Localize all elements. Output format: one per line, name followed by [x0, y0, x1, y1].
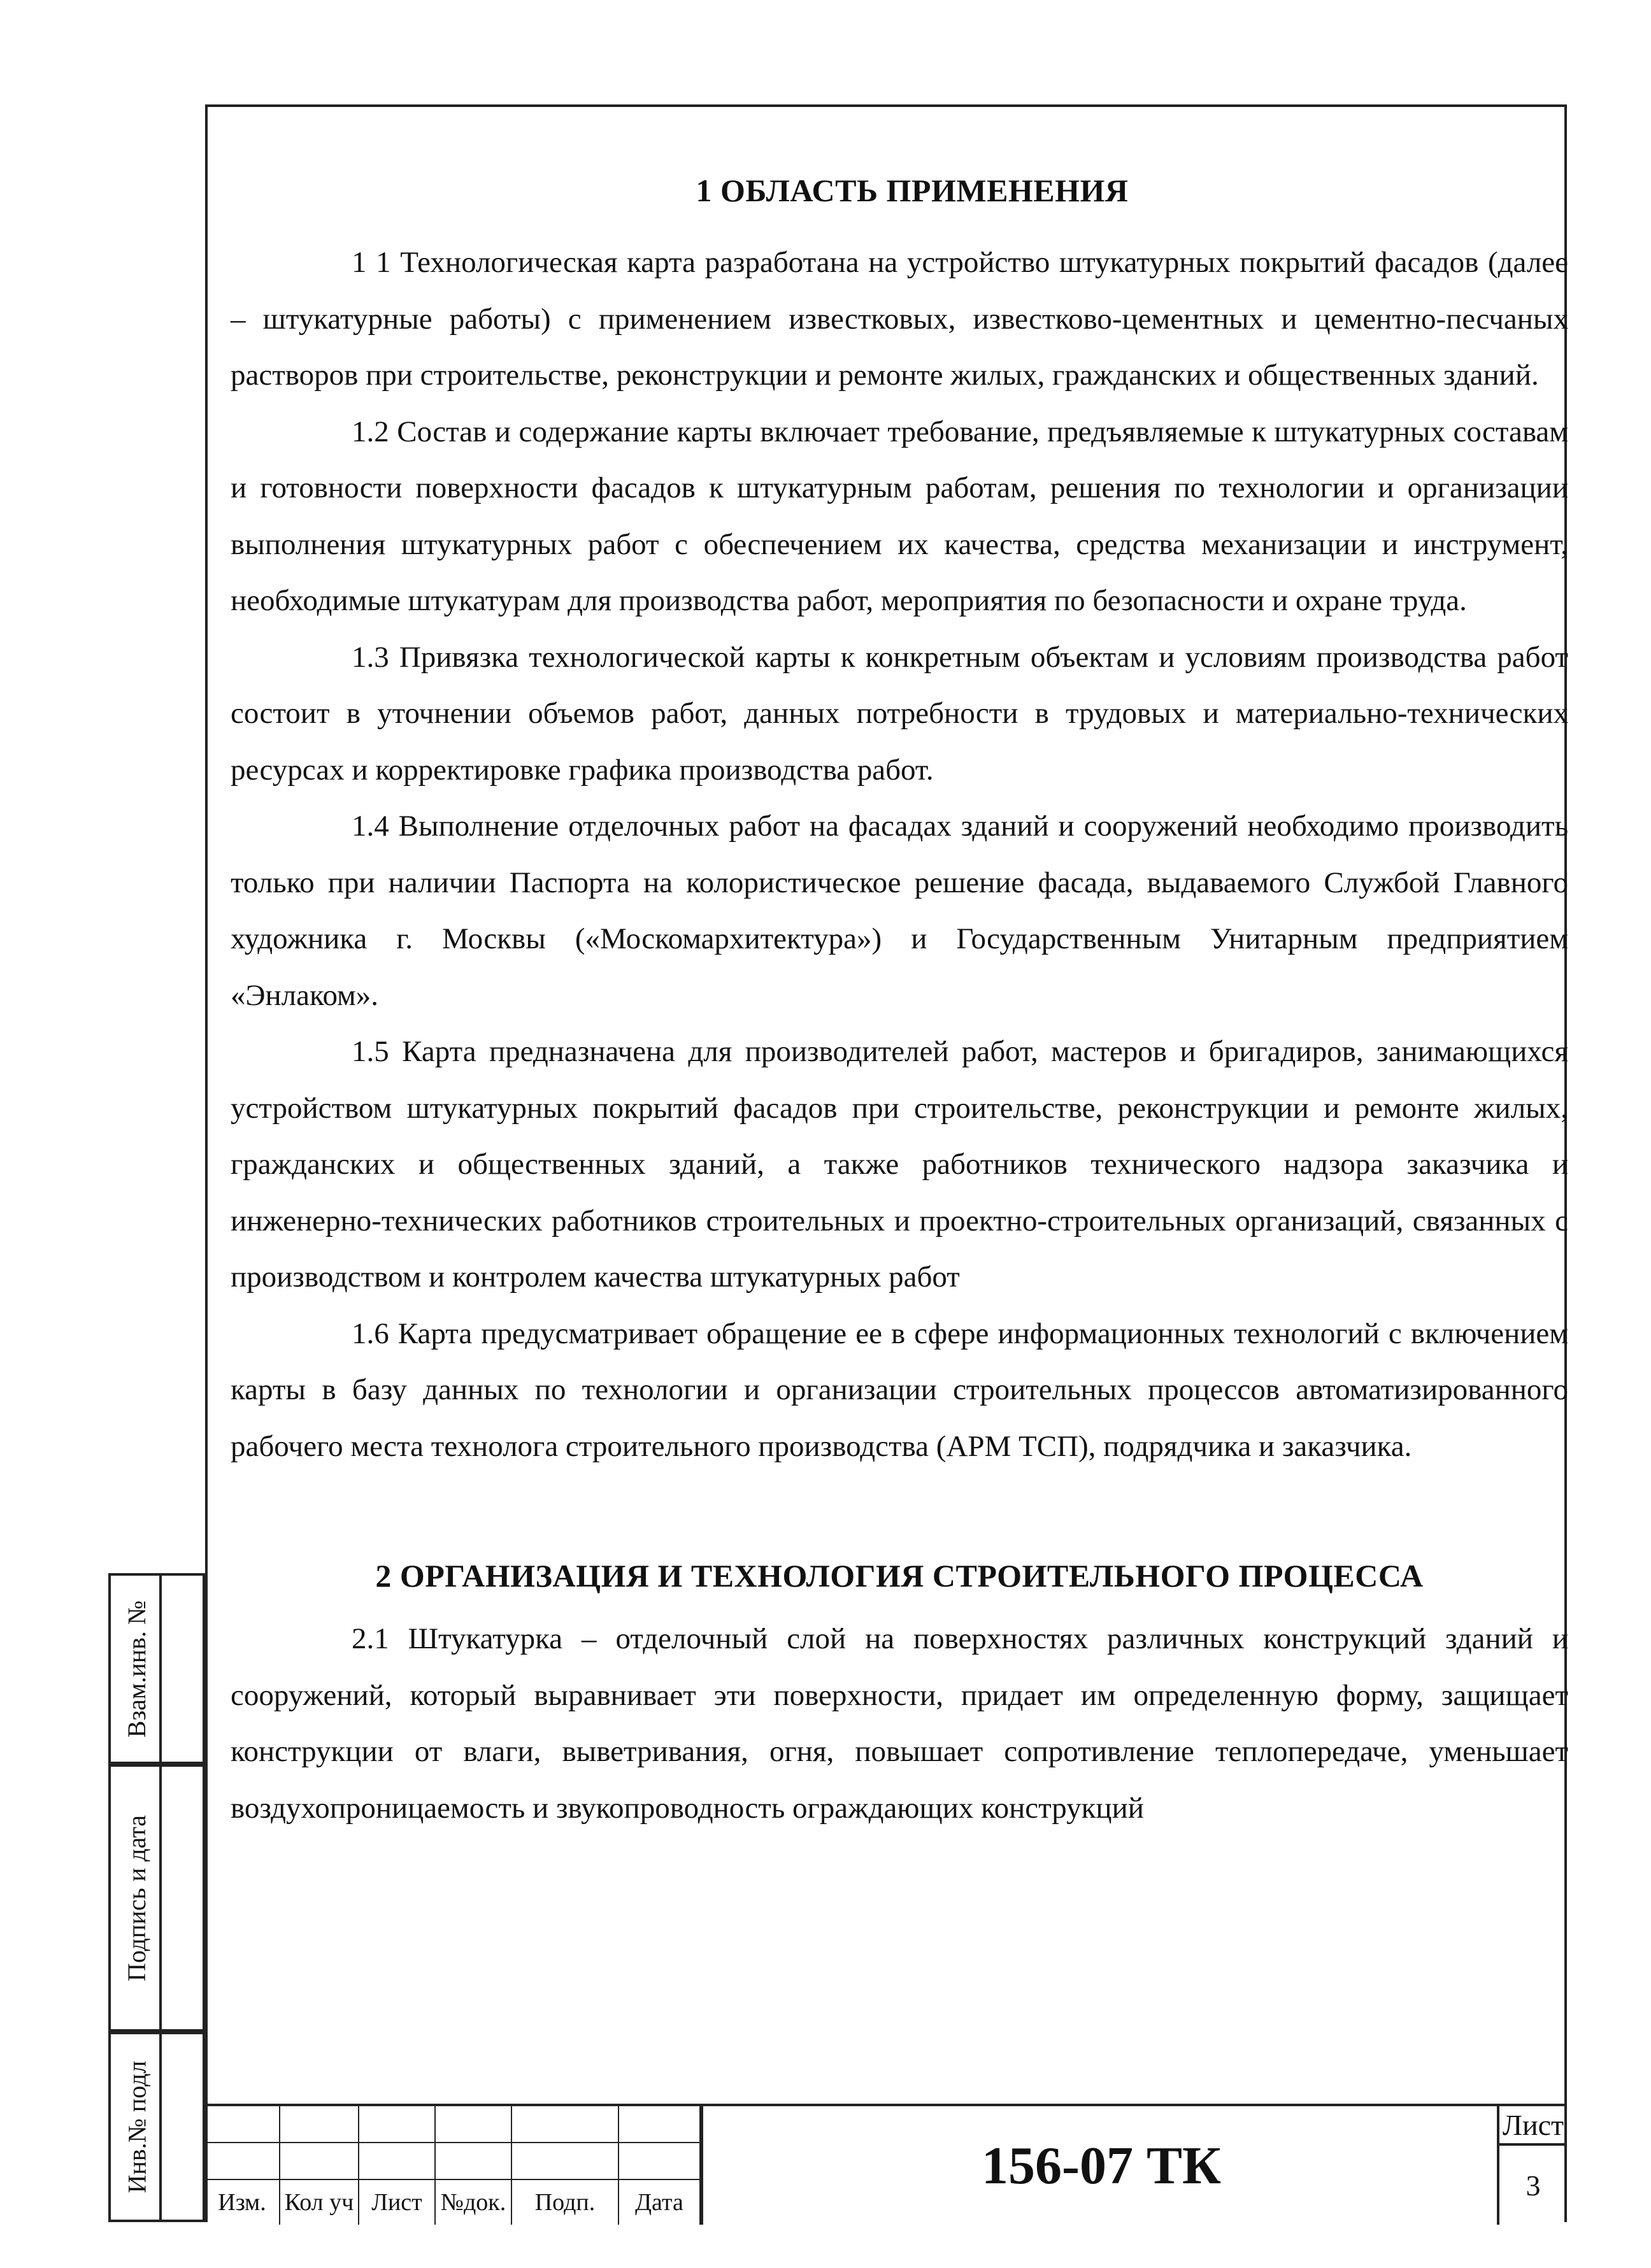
stamp-inv-label: Инв.№ подл: [122, 2060, 152, 2193]
stamp-podpis: [108, 1764, 205, 2032]
stamp-inv-podl: [108, 2032, 205, 2222]
section-1-title: 1 ОБЛАСТЬ ПРИМЕНЕНИЯ: [696, 173, 1129, 208]
sheet-number: 3: [1526, 2169, 1541, 2202]
col-ndok: №док.: [436, 2180, 512, 2225]
paragraph-1-6: 1.6 Карта предусматривает обращение ее в сфере информационных технологий с включением карты в базу данных по технологии и организации строительных процессов автоматизированного рабочего места технолога строительного производства (АРМ ТСП), подрядчика и заказчика.: [231, 1316, 1568, 1463]
sheet-label: Лист: [1499, 2106, 1567, 2146]
col-podp: Подп.: [512, 2180, 619, 2225]
document-body: [231, 172, 1568, 1836]
stamp-podpis-label: Подпись и дата: [122, 1815, 152, 1981]
document-code: 156-07 ТК: [982, 2136, 1221, 2195]
paragraph-1-2: 1.2 Состав и содержание карты включает требование, предъявляемые к штукатурных составам и готовности поверхности фасадов к штукатурным работам, решения по технологии и организации выполнения штукатурных работ с обеспечением их качества, средства механизации и инструмент, необходимые штукатурам для производства работ, мероприятия по безопасности и охране труда.: [231, 415, 1568, 617]
paragraph-1-1: 1 1 Технологическая карта разработана на устройство штукатурных покрытий фасадов (далее – штукатурные работы) с применением известковых, известково-цементных и цементно-песчаных растворов при строительстве, реконструкции и ремонте жилых, гражданских и общественных зданий.: [231, 246, 1568, 392]
paragraph-1-4: 1.4 Выполнение отделочных работ на фасадах зданий и сооружений необходимо производить только при наличии Паспорта на колористическое решение фасада, выдаваемого Службой Главного художника г. Москвы («Москомархитектура») и Государственным Унитарным предприятием «Энлаком».: [231, 809, 1568, 1012]
paragraph-1-3: 1.3 Привязка технологической карты к конкретным объектам и условиям производства работ состоит в уточнении объемов работ, данных потребности в трудовых и материально-технических ресурсах и корректировке графика производства работ.: [231, 640, 1568, 787]
section-2-title: 2 ОРГАНИЗАЦИЯ И ТЕХНОЛОГИЯ СТРОИТЕЛЬНОГО ПРОЦЕССА: [375, 1558, 1424, 1594]
stamp-vzam-inv: [108, 1573, 205, 1764]
title-block: [205, 2104, 1567, 2225]
revision-table: [205, 2106, 703, 2225]
paragraph-1-5: 1.5 Карта предназначена для производителей работ, мастеров и бригадиров, занимающихся устройством штукатурных покрытий фасадов при строительстве, реконструкции и ремонте жилых, гражданских и общественных зданий, а также работников технического надзора заказчика и инженерно-технических работников строительных и проектно-строительных организаций, связанных с производством и контролем качества штукатурных работ: [231, 1035, 1568, 1294]
col-kol-uch: Кол уч: [280, 2180, 359, 2225]
stamp-vzam-label: Взам.инв. №: [122, 1600, 152, 1737]
col-data: Дата: [619, 2180, 701, 2225]
col-izm: Изм.: [205, 2180, 280, 2225]
paragraph-2-1: 2.1 Штукатурка – отделочный слой на поверхностях различных конструкций зданий и сооружений, который выравнивает эти поверхности, придает им определенную форму, защищает конструкции от влаги, выветривания, огня, повышает сопротивление теплопередаче, уменьшает воздухопроницаемость и звукопроводность ограждающих конструкций: [231, 1622, 1568, 1825]
sheet-box: [1497, 2106, 1567, 2225]
col-list: Лист: [359, 2180, 436, 2225]
